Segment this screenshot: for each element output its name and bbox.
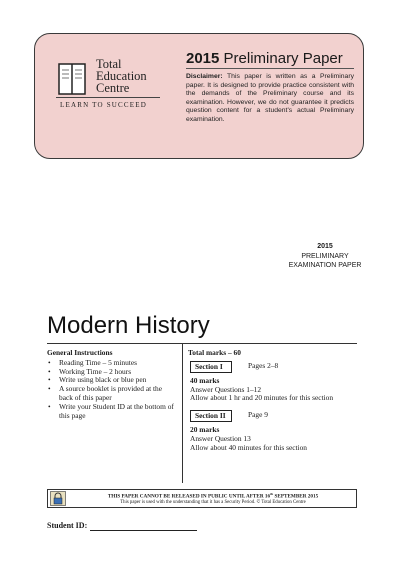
- section-marks: 40 marks: [190, 375, 220, 385]
- section-marks: 20 marks: [190, 425, 220, 435]
- logo-tagline: LEARN TO SUCCEED: [60, 101, 148, 109]
- section-time: Allow about 40 minutes for this section: [190, 442, 308, 452]
- total-marks: [188, 349, 358, 453]
- section-label: Section I: [190, 361, 232, 373]
- security-notice-text: This paper is used with the understanding that it has a Security Period. © Total Education Centre: [120, 500, 306, 505]
- instruction-item: • Reading Time – 5 minutes: [47, 359, 177, 368]
- notice-title-post: SEPTEMBER 2015: [273, 493, 319, 500]
- horizontal-divider: [47, 343, 357, 344]
- logo-divider: [56, 97, 160, 98]
- instruction-item: • Write your Student ID at the bottom of this page: [47, 403, 177, 421]
- student-id-label: Student ID:: [47, 521, 88, 530]
- instruction-item: • Write using black or blue pen: [47, 376, 177, 385]
- instruction-item: • A source booklet is provided at the back of this paper: [47, 385, 177, 403]
- section-2: [188, 410, 358, 452]
- section-label: Section II: [190, 410, 232, 422]
- paper-year: 2015: [186, 50, 220, 67]
- exam-info: [270, 242, 380, 270]
- title-divider: [186, 68, 354, 69]
- instructions-list: [47, 359, 177, 421]
- section-questions: Answer Question 13: [190, 433, 251, 443]
- instruction-item: • Working Time – 2 hours: [47, 368, 177, 377]
- book-icon: [56, 62, 88, 98]
- logo-line: Education: [96, 69, 147, 83]
- total-marks-title: Total marks – 60: [188, 348, 241, 357]
- section-questions: Answer Questions 1–12: [190, 384, 262, 394]
- general-instructions-title: General Instructions: [47, 348, 113, 357]
- section-pages: Pages 2–8: [248, 360, 279, 370]
- student-id-field[interactable]: [90, 530, 197, 531]
- logo-line: Centre: [96, 81, 130, 95]
- paper-title: [186, 50, 343, 68]
- notice-title-pre: THIS PAPER CANNOT BE RELEASED IN PUBLIC UNTIL AFTER 16: [107, 493, 271, 500]
- paper-title-text: Preliminary Paper: [223, 50, 343, 67]
- section-pages: Page 9: [248, 410, 268, 420]
- security-notice-bar: [47, 489, 357, 508]
- exam-year: 2015: [317, 243, 333, 250]
- section-time: Allow about 1 hr and 20 minutes for this section: [190, 393, 334, 403]
- exam-label: EXAMINATION PAPER: [288, 262, 362, 269]
- notice-title-sup: th: [270, 492, 274, 496]
- logo-wordmark: [96, 58, 147, 94]
- general-instructions: [47, 349, 177, 420]
- exam-type: PRELIMINARY: [301, 253, 349, 260]
- padlock-icon: [50, 491, 66, 506]
- disclaimer: [186, 73, 354, 125]
- disclaimer-label: Disclaimer:: [186, 73, 223, 80]
- security-notice-title: [70, 492, 356, 500]
- section-1: [188, 361, 358, 403]
- subject-title: Modern History: [47, 312, 210, 339]
- logo-line: Total: [96, 57, 122, 71]
- vertical-divider: [182, 343, 183, 483]
- disclaimer-text: This paper is written as a Preliminary paper. It is designed to provide practice consistent with the demands of the Preliminary course and its examination. However, we do not guarantee it predicts question content for a student's actual Preliminary examination.: [186, 73, 354, 123]
